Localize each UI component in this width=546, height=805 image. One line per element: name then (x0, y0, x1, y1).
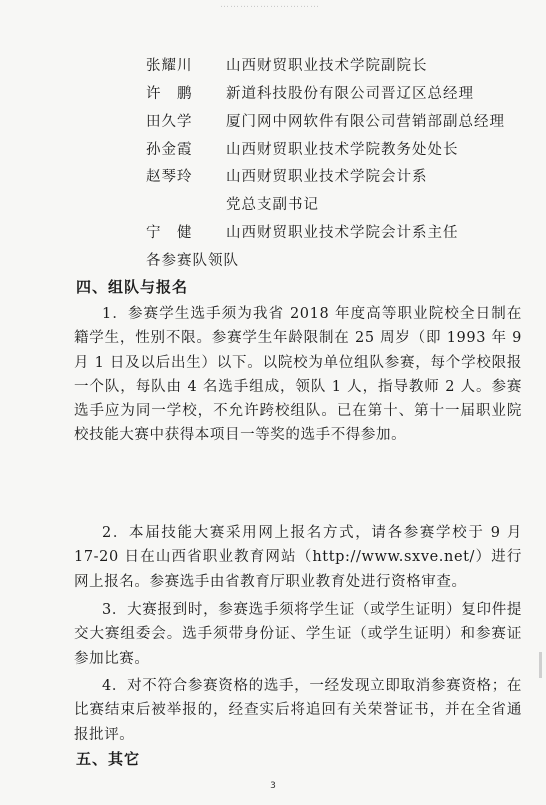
member-role: 山西财贸职业技术学院会计系主任 (226, 225, 459, 241)
member-role: 山西财贸职业技术学院会计系 (226, 169, 428, 185)
section-heading-5: 五、其它 (76, 750, 141, 768)
member-name: 田久学 (146, 114, 193, 130)
member-role: 山西财贸职业技术学院副院长 (226, 58, 428, 74)
paragraph-text: 1．参赛学生选手须为我省 2018 年度高等职业院校全日制在籍学生，性别不限。参赛学生年龄限制在 25 周岁（即 1993 年 9 月 1 日及以后出生）以下。以院校为单位组队参赛，每个学校限报一个队，每队由 4 名选手组成，领队 1 人，指导教师 2 人。参赛选手应为同一学校，不允许跨校组队。已在第十、第十一届职业院校技能大赛中获得本项目一等奖的选手不得参加。 (74, 306, 522, 444)
page-number: 3 (270, 781, 276, 791)
paragraph-text: 2．本届技能大赛采用网上报名方式，请各参赛学校于 9 月 17-20 日在山西省职业教育网站（http://www.sxve.net/）进行网上报名。参赛选手由省教育厅职业教育处进行资格审查。 (74, 525, 522, 590)
paragraph-item-1 (74, 302, 522, 448)
member-name: 赵琴玲 (146, 169, 193, 185)
paragraph-item-3 (74, 598, 522, 671)
member-role: 新道科技股份有限公司晋辽区总经理 (226, 86, 474, 102)
member-role: 厦门网中网软件有限公司营销部副总经理 (226, 114, 505, 130)
member-name: 张耀川 (146, 58, 193, 74)
paragraph-item-4 (74, 674, 522, 747)
member-name: 许 鹏 (146, 86, 193, 102)
member-name: 宁 健 (146, 225, 193, 241)
member-role: 山西财贸职业技术学院教务处处长 (226, 142, 459, 158)
member-role: 党总支副书记 (226, 197, 319, 213)
scan-edge-mark (539, 652, 542, 678)
header-smudge: ………………………… (220, 0, 320, 10)
paragraph-text: 4．对不符合参赛资格的选手，一经发现立即取消参赛资格；在比赛结束后被举报的，经查实后将追回有关荣誉证书，并在全省通报批评。 (74, 678, 522, 743)
section-heading-4: 四、组队与报名 (76, 278, 189, 296)
member-name: 孙金霞 (146, 142, 193, 158)
paragraph-text: 3．大赛报到时，参赛选手须将学生证（或学生证明）复印件提交大赛组委会。选手须带身份证、学生证（或学生证明）和参赛证参加比赛。 (74, 602, 522, 667)
team-leaders-line: 各参赛队领队 (146, 253, 239, 269)
paragraph-item-2 (74, 521, 522, 594)
